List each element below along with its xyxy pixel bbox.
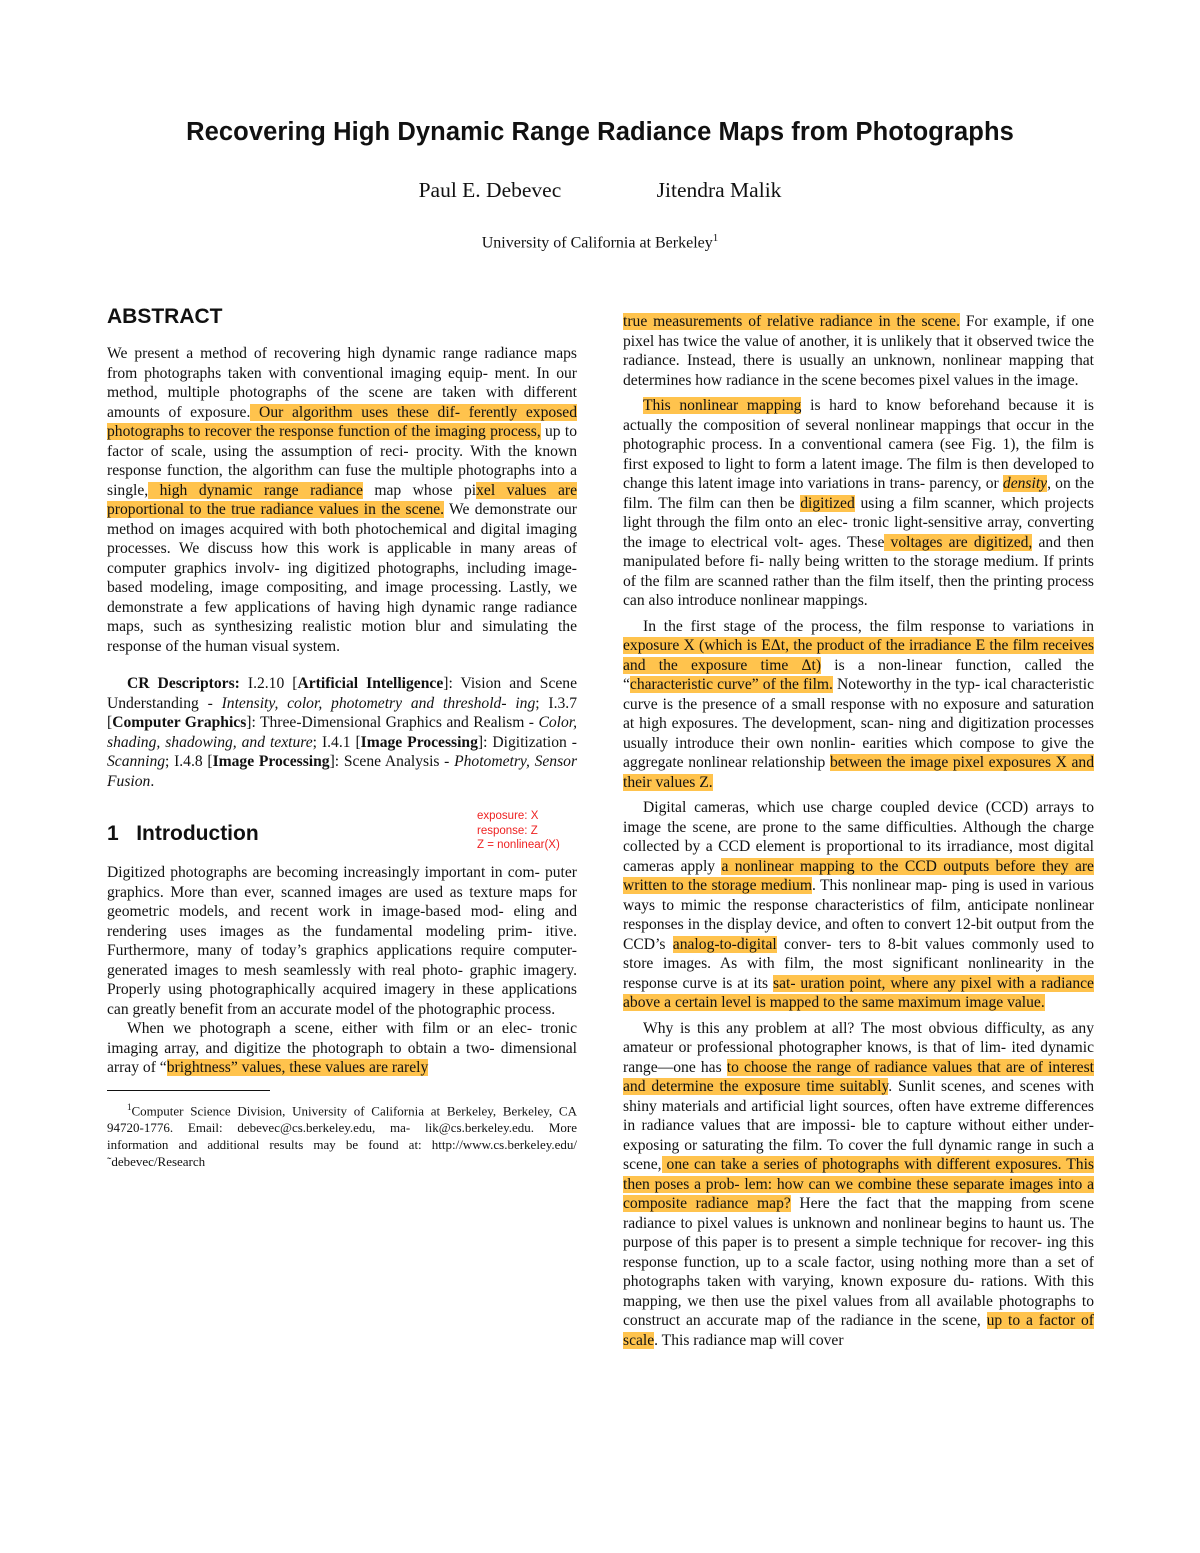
intro-paragraph-1: Digitized photographs are becoming increasingly important in com- puter graphics. More than ever, scanned images are used as texture maps for geometric models, and recent work in image-based mod- eling and rendering uses images as the fundamental modeling prim- itive. Furthermore, many of today’s graphics applications require computer-generated images to mesh seamlessly with real photo- graphic imagery. Properly using photographically acquired imagery in these applications can greatly benefit from an accurate model of the photographic process.: [107, 864, 577, 1018]
body-paragraph: This nonlinear mapping is hard to know beforehand because it is actually the composition of several nonlinear mappings that occur in the photographic process. In a conventional camera (see Fig. 1), the film is first exposed to light to form a latent image. The film is then developed to change this latent image into variations in trans- parency, or density, on the film. The film can then be digitized using a film scanner, which projects light through the film onto an elec- tronic light-sensitive array, converting the image to electrical volt- ages. These voltages are digitized, and then manipulated before fi- nally being written to the storage medium. If prints of the film are scanned rather than the film itself, then the printing process can also introduce nonlinear mappings.: [623, 397, 1095, 609]
highlight: Our algorithm uses these dif- ferently exposed photographs to recover the response function of the imaging process,: [107, 403, 577, 440]
highlight: exposure X (which is EΔt, the product of the irradiance E the film receives and the exposure time Δt): [623, 637, 1094, 674]
highlight: brightness” values, these values are rarely: [166, 1059, 429, 1076]
author-malik: Jitendra Malik: [656, 178, 782, 202]
intro-heading: 1 Introduction: [107, 822, 259, 845]
highlight: digitized: [800, 494, 855, 512]
cr-descriptors: CR Descriptors: I.2.10 [Artificial Intelligence]: Vision and Scene Understanding - Intensity, color, photometry and threshold- ing; I.3.7 [Computer Graphics]: Three-Dimensional Graphics and Realism - Color, shading, shadowing, and texture; I.4.1 [Image Processing]: Digitization - Scanning; I.4.8 [Image Processing]: Scene Analysis - Photometry, Sensor Fusion.: [107, 675, 578, 790]
author-debevec: Paul E. Debevec: [418, 178, 562, 202]
body-paragraph: Why is this any problem at all? The most obvious difficulty, as any amateur or professional photographer knows, is that of lim- ited dynamic range—one has to choose the range of radiance values that are of interest and determine the exposure time suitably. Sunlit scenes, and scenes with shiny materials and artificial light sources, often have extreme differences in radiance values that are impossi- ble to capture without either under-exposing or saturating the film. To cover the full dynamic range in such a scene, one can take a series of photographs with different exposures. This then poses a prob- lem: how can we combine these separate images into a composite radiance map? Here the fact that the mapping from scene radiance to pixel values is unknown and nonlinear begins to haunt us. The purpose of this paper is to present a simple technique for recover- ing this response function, up to a scale factor, using nothing more than a set of photographs taken with varying, known exposure du- rations. With this mapping, we then use the pixel values from all available photographs to construct an accurate map of the radiance in the scene, up to a factor of scale. This radiance map will cover: [623, 1019, 1094, 1349]
body-paragraph: Digital cameras, which use charge coupled device (CCD) arrays to image the scene, are prone to the same difficulties. Although the charge collected by a CCD element is proportional to its irradiance, most digital cameras apply a nonlinear mapping to the CCD outputs before they are written to the storage medium. This nonlinear map- ping is used in various ways to mimic the response characteristics of film, anticipate nonlinear responses in the display device, and often to convert 12-bit output from the CCD’s analog-to-digital conver- ters to 8-bit values commonly used to store images. As with film, the most significant nonlinearity in the response curve is at its sat- uration point, where any pixel with a radiance above a certain level is mapped to the same maximum image value.: [623, 799, 1094, 1011]
body-paragraph: In the first stage of the process, the film response to variations in exposure X (which is EΔt, the product of the irradiance E the film receives and the exposure time Δt) is a non-linear function, called the “characteristic curve” of the film. Noteworthy in the typ- ical characteristic curve is the presence of a small response with no exposure and saturation at high exposures. The development, scan- ning and digitization processes usually introduce their own nonlin- earities which compose to give the aggregate nonlinear relationship between the image pixel exposures X and their values Z.: [623, 617, 1094, 791]
left-column: [107, 304, 577, 1170]
highlight: up to a factor of scale: [623, 1312, 1094, 1349]
intro-paragraph-2: When we photograph a scene, either with film or an elec- tronic imaging array, and digitize the photograph to obtain a two- dimensional array of “brightness” values, these values are rarely: [107, 1020, 577, 1076]
abstract-paragraph: We present a method of recovering high dynamic range radiance maps from photographs taken with conventional imaging equip- ment. In our method, multiple photographs of the scene are taken with different amounts of exposure. Our algorithm uses these dif- ferently exposed photographs to recover the response function of the imaging process, up to factor of scale, using the assumption of reci- procity. With the known response function, the algorithm can fuse the multiple photographs into a single, high dynamic range radiance map whose pixel values are proportional to the true radiance values in the scene. We demonstrate our method on images acquired with both photochemical and digital imaging processes. We discuss how this work is applicable in many areas of computer graphics involv- ing digitized photographs, including image-based modeling, image compositing, and image processing. Lastly, we demonstrate a few applications of having high dynamic range radiance maps, such as synthesizing realistic motion blur and simulating the response of the human visual system.: [107, 345, 577, 655]
highlight: voltages are digitized,: [884, 533, 1033, 551]
highlight: one can take a series of photographs with different exposures. This then poses a prob- lem: how can we combine these separate images into a composite radiance map?: [623, 1156, 1094, 1212]
footnote: $^1$Computer Science Division, University of California at Berkeley, Berkeley, CA 94720-1776. Email: debevec@cs.berkeley.edu, ma- lik@cs.berkeley.edu. More information and additional results may be found at: http://www.cs.berkeley.edu/˜debevec/Research: [107, 1101, 577, 1169]
highlight: density: [1002, 475, 1048, 492]
highlight: sat- uration point, where any pixel with a radiance above a certain level is mapped to the same maximum image value.: [623, 974, 1094, 1011]
body-paragraph: true measurements of relative radiance in the scene. For example, if one pixel has twice the value of another, it is unlikely that it observed twice the radiance. Instead, there is usually an unknown, nonlinear mapping that determines how radiance in the scene becomes pixel values in the image.: [623, 313, 1094, 389]
footnote-rule: [107, 1090, 270, 1091]
highlight: to choose the range of radiance values that are of interest and determine the exposure time suitably: [623, 1058, 1094, 1095]
highlight: true measurements of relative radiance in the scene.: [623, 313, 960, 330]
highlight: characteristic curve” of the film.: [629, 676, 833, 693]
affiliation-footnote-mark: 1: [712, 232, 719, 244]
highlight: analog-to-digital: [672, 935, 777, 953]
highlight: high dynamic range radiance: [148, 481, 363, 499]
highlight: between the image pixel exposures X and their values Z.: [623, 754, 1094, 791]
abstract-heading: ABSTRACT: [107, 305, 223, 328]
paper-title: Recovering High Dynamic Range Radiance Maps from Photographs: [186, 118, 1014, 146]
margin-annotation: exposure: X response: Z Z = nonlinear(X): [477, 810, 560, 851]
right-column: [623, 312, 1094, 1350]
author-list: [0, 178, 1200, 203]
highlight: a nonlinear mapping to the CCD outputs before they are written to the storage medium: [623, 857, 1094, 894]
highlight: xel values are proportional to the true radiance values in the scene.: [107, 481, 577, 518]
affiliation: University of California at Berkeley$^1$: [481, 232, 719, 252]
highlight: This nonlinear mapping: [643, 397, 802, 414]
